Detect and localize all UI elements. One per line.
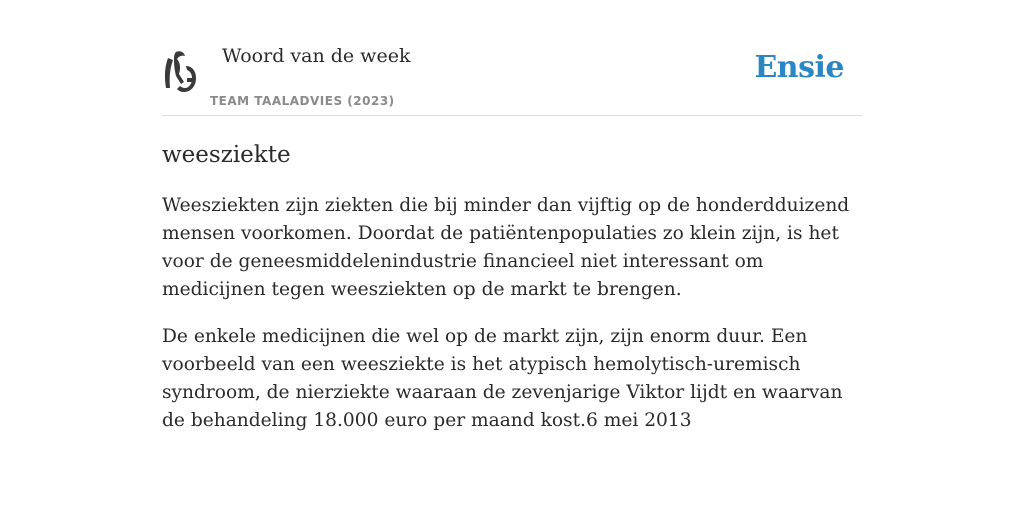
lion-logo-icon <box>162 48 198 96</box>
brand-logo[interactable]: Ensie <box>754 50 844 85</box>
article-paragraph: De enkele medicijnen die wel op de markt zijn, zijn enorm duur. Een voorbeeld van een weesziekte is het atypisch hemolytisch-uremisch syndroom, de nierziekte waaraan de zevenjarige Viktor lijdt en waarvan de behandeling 18.000 euro per maand kost.6 mei 2013 <box>162 326 843 431</box>
article-paragraph: Weesziekten zijn ziekten die bij minder dan vijftig op de honderdduizend mensen voorkomen. Doordat de patiëntenpopulaties zo klein zijn, is het voor de geneesmiddelenindustrie financieel niet interessant om medicijnen tegen weesziekten op de markt te brengen. <box>162 195 850 300</box>
word-card <box>162 40 862 435</box>
article-title: weesziekte <box>162 142 291 168</box>
subtitle: Woord van de week <box>222 45 411 67</box>
author-label: TEAM TAALADVIES (2023) <box>210 94 395 108</box>
card-header <box>162 40 862 116</box>
